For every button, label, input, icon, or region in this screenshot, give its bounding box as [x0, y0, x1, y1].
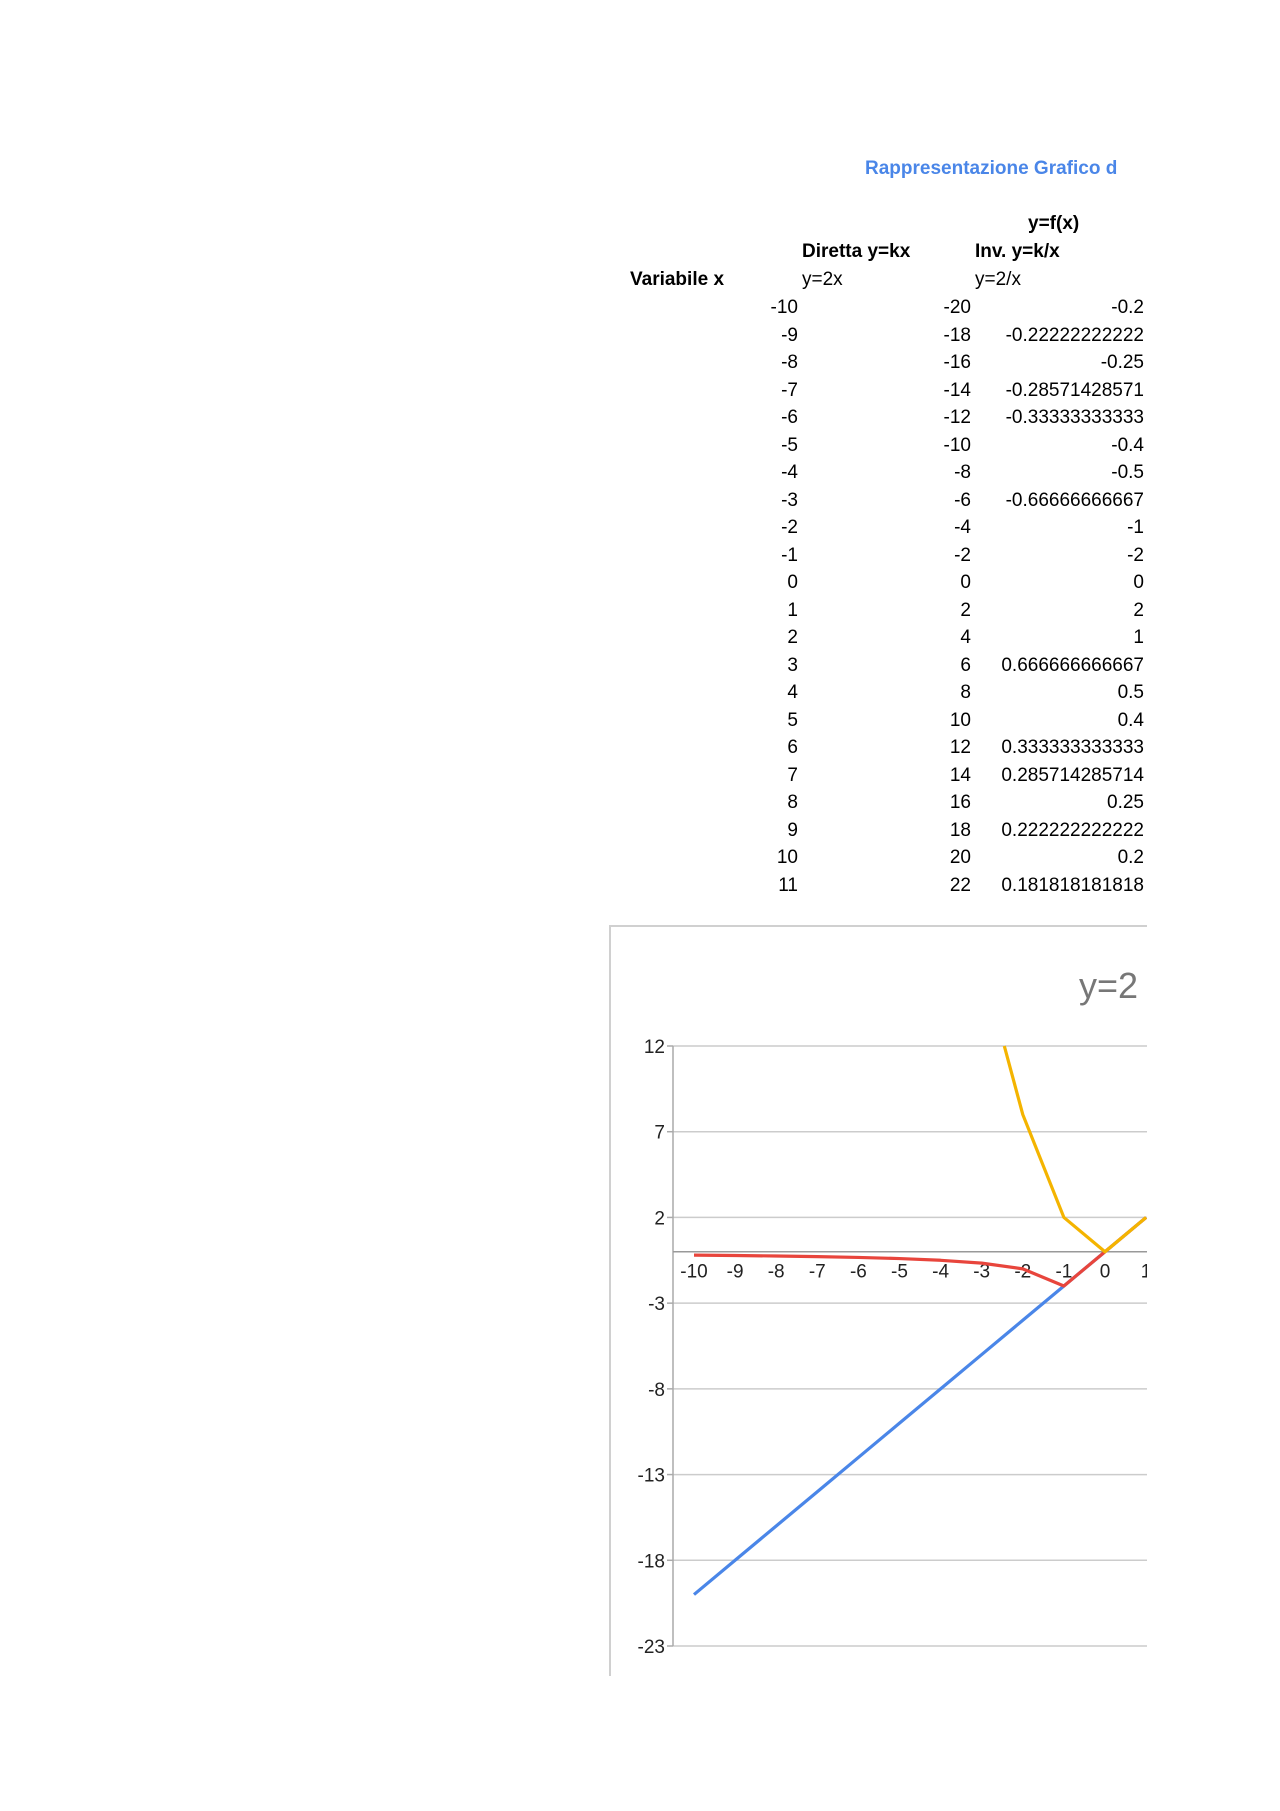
y-tick-label: -23	[637, 1637, 665, 1658]
sheet-title: Rappresentazione Grafico d	[865, 158, 1118, 179]
cell-inverse: 1	[1133, 627, 1144, 648]
cell-x: -8	[781, 352, 798, 373]
y-tick-label: 12	[643, 1037, 665, 1058]
cell-inverse: -0.66666666667	[1005, 489, 1144, 511]
cell-x: -10	[770, 297, 798, 318]
x-tick-label: -6	[849, 1261, 867, 1283]
x-tick-label: -1	[1055, 1261, 1073, 1283]
cell-inverse: 2	[1133, 599, 1144, 621]
cell-direct: 12	[949, 737, 971, 758]
cell-inverse: 0.285714285714	[1001, 764, 1144, 786]
chart	[609, 925, 1152, 1676]
x-tick-label: -9	[726, 1261, 744, 1283]
cell-x: 1	[787, 599, 798, 621]
cell-inverse: 0.2	[1117, 847, 1144, 868]
cell-inverse: -0.25	[1100, 352, 1144, 373]
cell-direct: 18	[949, 819, 971, 841]
header-fx: y=f(x)	[1028, 213, 1080, 234]
y-tick-label: -8	[648, 1379, 665, 1401]
cell-x: 4	[787, 682, 798, 703]
cell-direct: 10	[949, 709, 971, 731]
cell-direct: 0	[960, 572, 971, 593]
cell-x: 11	[778, 874, 798, 896]
cell-inverse: 0.25	[1107, 792, 1144, 813]
cell-direct: 6	[960, 654, 971, 676]
x-tick-label: -7	[808, 1261, 826, 1283]
cell-inverse: -2	[1127, 544, 1144, 566]
cell-inverse: 0	[1133, 572, 1144, 593]
x-tick-label: 1	[1140, 1261, 1152, 1283]
cell-direct: -14	[943, 379, 971, 401]
cell-x: 8	[787, 792, 798, 813]
cell-direct: -18	[943, 324, 971, 346]
x-tick-label: -4	[932, 1261, 950, 1283]
formula-inverse: y=2/x	[975, 269, 1021, 290]
cell-inverse: -0.33333333333	[1005, 407, 1144, 428]
cell-x: -6	[781, 407, 798, 428]
y-tick-label: 2	[654, 1208, 665, 1230]
cell-x: -7	[781, 379, 798, 401]
cell-direct: 2	[960, 599, 971, 621]
cell-x: 6	[787, 737, 798, 758]
cell-x: 3	[787, 654, 798, 676]
cell-inverse: -0.5	[1111, 462, 1144, 483]
cell-direct: 20	[949, 847, 971, 868]
y-tick-label: -18	[637, 1551, 665, 1573]
x-tick-label: -3	[973, 1261, 991, 1283]
cell-direct: 16	[949, 792, 971, 813]
cell-x: 5	[787, 709, 798, 731]
cell-inverse: -0.22222222222	[1005, 324, 1144, 346]
cell-inverse: 0.333333333333	[1001, 737, 1144, 758]
y-tick-label: 7	[654, 1122, 665, 1144]
cell-inverse: -0.2	[1111, 297, 1144, 318]
cell-x: 9	[787, 819, 798, 841]
cell-inverse: 0.4	[1117, 709, 1144, 731]
cell-inverse: -1	[1127, 517, 1144, 538]
cell-direct: 22	[949, 874, 971, 896]
cell-x: 2	[787, 627, 798, 648]
header-direct: Diretta y=kx	[802, 241, 911, 262]
cell-direct: -16	[943, 352, 971, 373]
cell-x: -2	[781, 517, 798, 538]
cell-direct: 14	[949, 764, 971, 786]
chart-title: y=2	[1079, 965, 1139, 1006]
header-inverse: Inv. y=k/x	[975, 241, 1060, 262]
cell-direct: 4	[960, 627, 971, 648]
chart-svg	[609, 925, 1152, 1676]
cell-inverse: 0.666666666667	[1001, 654, 1144, 676]
cell-x: 0	[787, 572, 798, 593]
cell-direct: -2	[954, 544, 971, 566]
cell-inverse: -0.4	[1111, 434, 1144, 456]
x-tick-label: -8	[767, 1261, 785, 1283]
cell-direct: -12	[943, 407, 971, 428]
formula-direct: y=2x	[802, 269, 843, 290]
cell-direct: -4	[954, 517, 971, 538]
cell-direct: -6	[954, 489, 971, 511]
cell-direct: -8	[954, 462, 971, 483]
cell-x: 7	[787, 764, 798, 786]
cell-inverse: 0.181818181818	[1001, 874, 1144, 896]
header-x: Variabile x	[630, 269, 725, 290]
x-tick-label: -2	[1014, 1261, 1032, 1283]
cell-inverse: 0.5	[1117, 682, 1144, 703]
cell-x: 10	[776, 847, 798, 868]
cell-direct: -20	[943, 297, 971, 318]
cell-direct: 8	[960, 682, 971, 703]
cell-x: -5	[781, 434, 798, 456]
y-tick-label: -3	[648, 1294, 665, 1316]
cell-inverse: -0.28571428571	[1005, 379, 1144, 401]
cell-inverse: 0.222222222222	[1001, 819, 1144, 841]
cell-x: -3	[781, 489, 798, 511]
x-tick-label: -5	[891, 1261, 908, 1283]
x-tick-label: -10	[680, 1261, 708, 1283]
cell-x: -4	[781, 462, 798, 483]
x-tick-label: 0	[1099, 1261, 1111, 1283]
cell-x: -9	[781, 324, 798, 346]
cell-x: -1	[781, 544, 798, 566]
y-tick-label: -13	[637, 1465, 665, 1487]
cell-direct: -10	[943, 434, 971, 456]
series-line-2	[1004, 1046, 1146, 1252]
